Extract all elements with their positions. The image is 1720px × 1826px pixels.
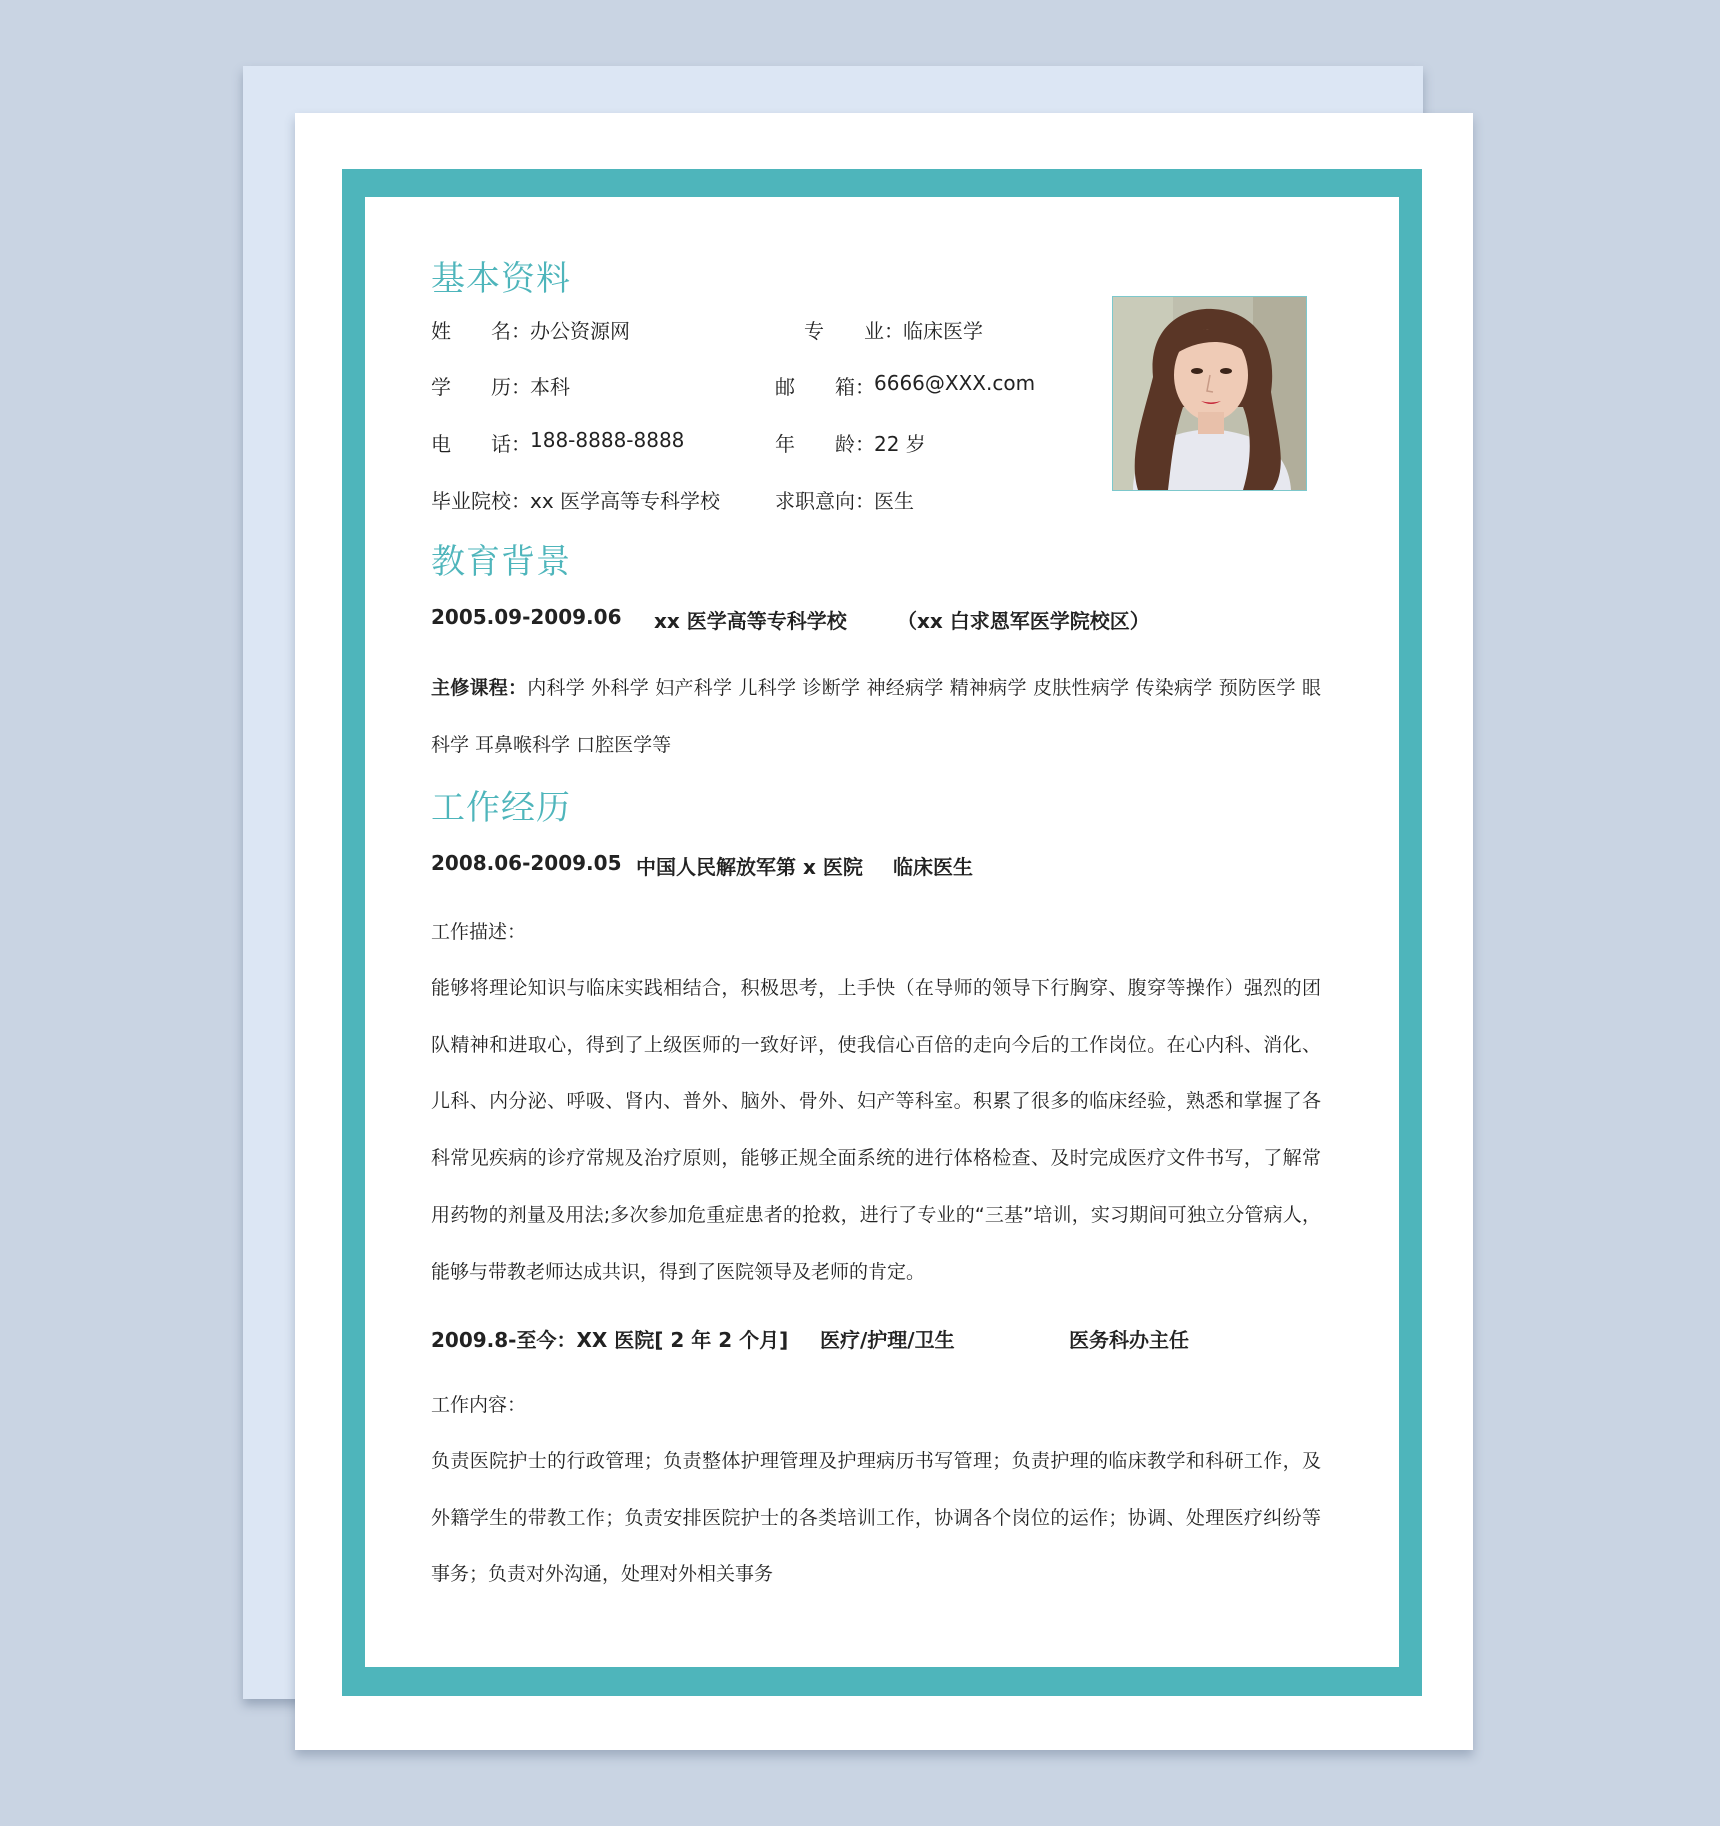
age-value: 22 岁 (874, 432, 926, 456)
work-row-1 (431, 851, 1331, 881)
work-2-role: 医务科办主任 (1069, 1328, 1189, 1352)
email-value: 6666@XXX.com (874, 371, 1036, 395)
courses-text: 内科学 外科学 妇产科学 儿科学 诊断学 神经病学 精神病学 皮肤性病学 传染病学 预防医学 眼科学 耳鼻喉科学 口腔医学等 (431, 677, 1321, 756)
major-value: 临床医学 (903, 319, 983, 343)
major-label: 专 业： (804, 319, 904, 343)
degree-value: 本科 (530, 375, 570, 399)
work-1-period: 2008.06-2009.05 (431, 851, 622, 875)
work-1-org: 中国人民解放军第 x 医院 (636, 855, 863, 879)
education-campus: （xx 白求恩军医学院校区） (897, 609, 1150, 633)
info-row-name (431, 315, 1151, 345)
age-label: 年 龄： (775, 432, 875, 456)
section-title-work: 工作经历 (431, 788, 571, 828)
profile-photo (1112, 296, 1307, 491)
degree-label: 学 历： (431, 375, 531, 399)
education-row (431, 605, 1331, 635)
section-title-basic: 基本资料 (431, 259, 571, 299)
intent-label: 求职意向： (775, 489, 875, 513)
work-2-desc-label: 工作内容： (431, 1394, 527, 1416)
education-school: xx 医学高等专科学校 (654, 609, 847, 633)
name-label: 姓 名： (431, 319, 531, 343)
work-2-desc: 负责医院护士的行政管理；负责整体护理管理及护理病历书写管理；负责护理的临床教学和科研工作，及外籍学生的带教工作；负责安排医院护士的各类培训工作，协调各个岗位的运作；协调、处理医疗纠纷等事务；负责对外沟通，处理对外相关事务 (431, 1450, 1321, 1586)
work-1-desc: 能够将理论知识与临床实践相结合，积极思考，上手快（在导师的领导下行胸穿、腹穿等操作）强烈的团队精神和进取心，得到了上级医师的一致好评，使我信心百倍的走向今后的工作岗位。在心内科、消化、儿科、内分泌、呼吸、肾内、普外、脑外、骨外、妇产等科室。积累了很多的临床经验，熟悉和掌握了各科常见疾病的诊疗常规及治疗原则，能够正规全面系统的进行体格检查、及时完成医疗文件书写，了解常用药物的剂量及用法;多次参加危重症患者的抢救，进行了专业的“三基”培训，实习期间可独立分管病人，能够与带教老师达成共识，得到了医院领导及老师的肯定。 (431, 977, 1321, 1283)
school-value: xx 医学高等专科学校 (530, 489, 721, 513)
school-label: 毕业院校： (431, 489, 531, 513)
info-row-school (431, 485, 1151, 515)
education-courses (431, 660, 1321, 773)
phone-label: 电 话： (431, 432, 531, 456)
intent-value: 医生 (874, 489, 914, 513)
work-row-2 (431, 1324, 1331, 1354)
email-label: 邮 箱： (775, 375, 875, 399)
name-value: 办公资源网 (530, 319, 630, 343)
courses-label: 主修课程： (431, 677, 528, 699)
education-period: 2005.09-2009.06 (431, 605, 622, 629)
work-1-desc-label: 工作描述： (431, 921, 527, 943)
portrait-illustration (1113, 297, 1306, 490)
work-2-period: 2009.8-至今：XX 医院[ 2 年 2 个月] (431, 1328, 789, 1352)
work-2-org: 医疗/护理/卫生 (820, 1328, 955, 1352)
info-row-phone (431, 428, 1151, 458)
section-title-education: 教育背景 (431, 542, 571, 582)
phone-value: 188-8888-8888 (530, 428, 685, 452)
info-row-degree (431, 371, 1151, 401)
work-1-role: 临床医生 (893, 855, 973, 879)
